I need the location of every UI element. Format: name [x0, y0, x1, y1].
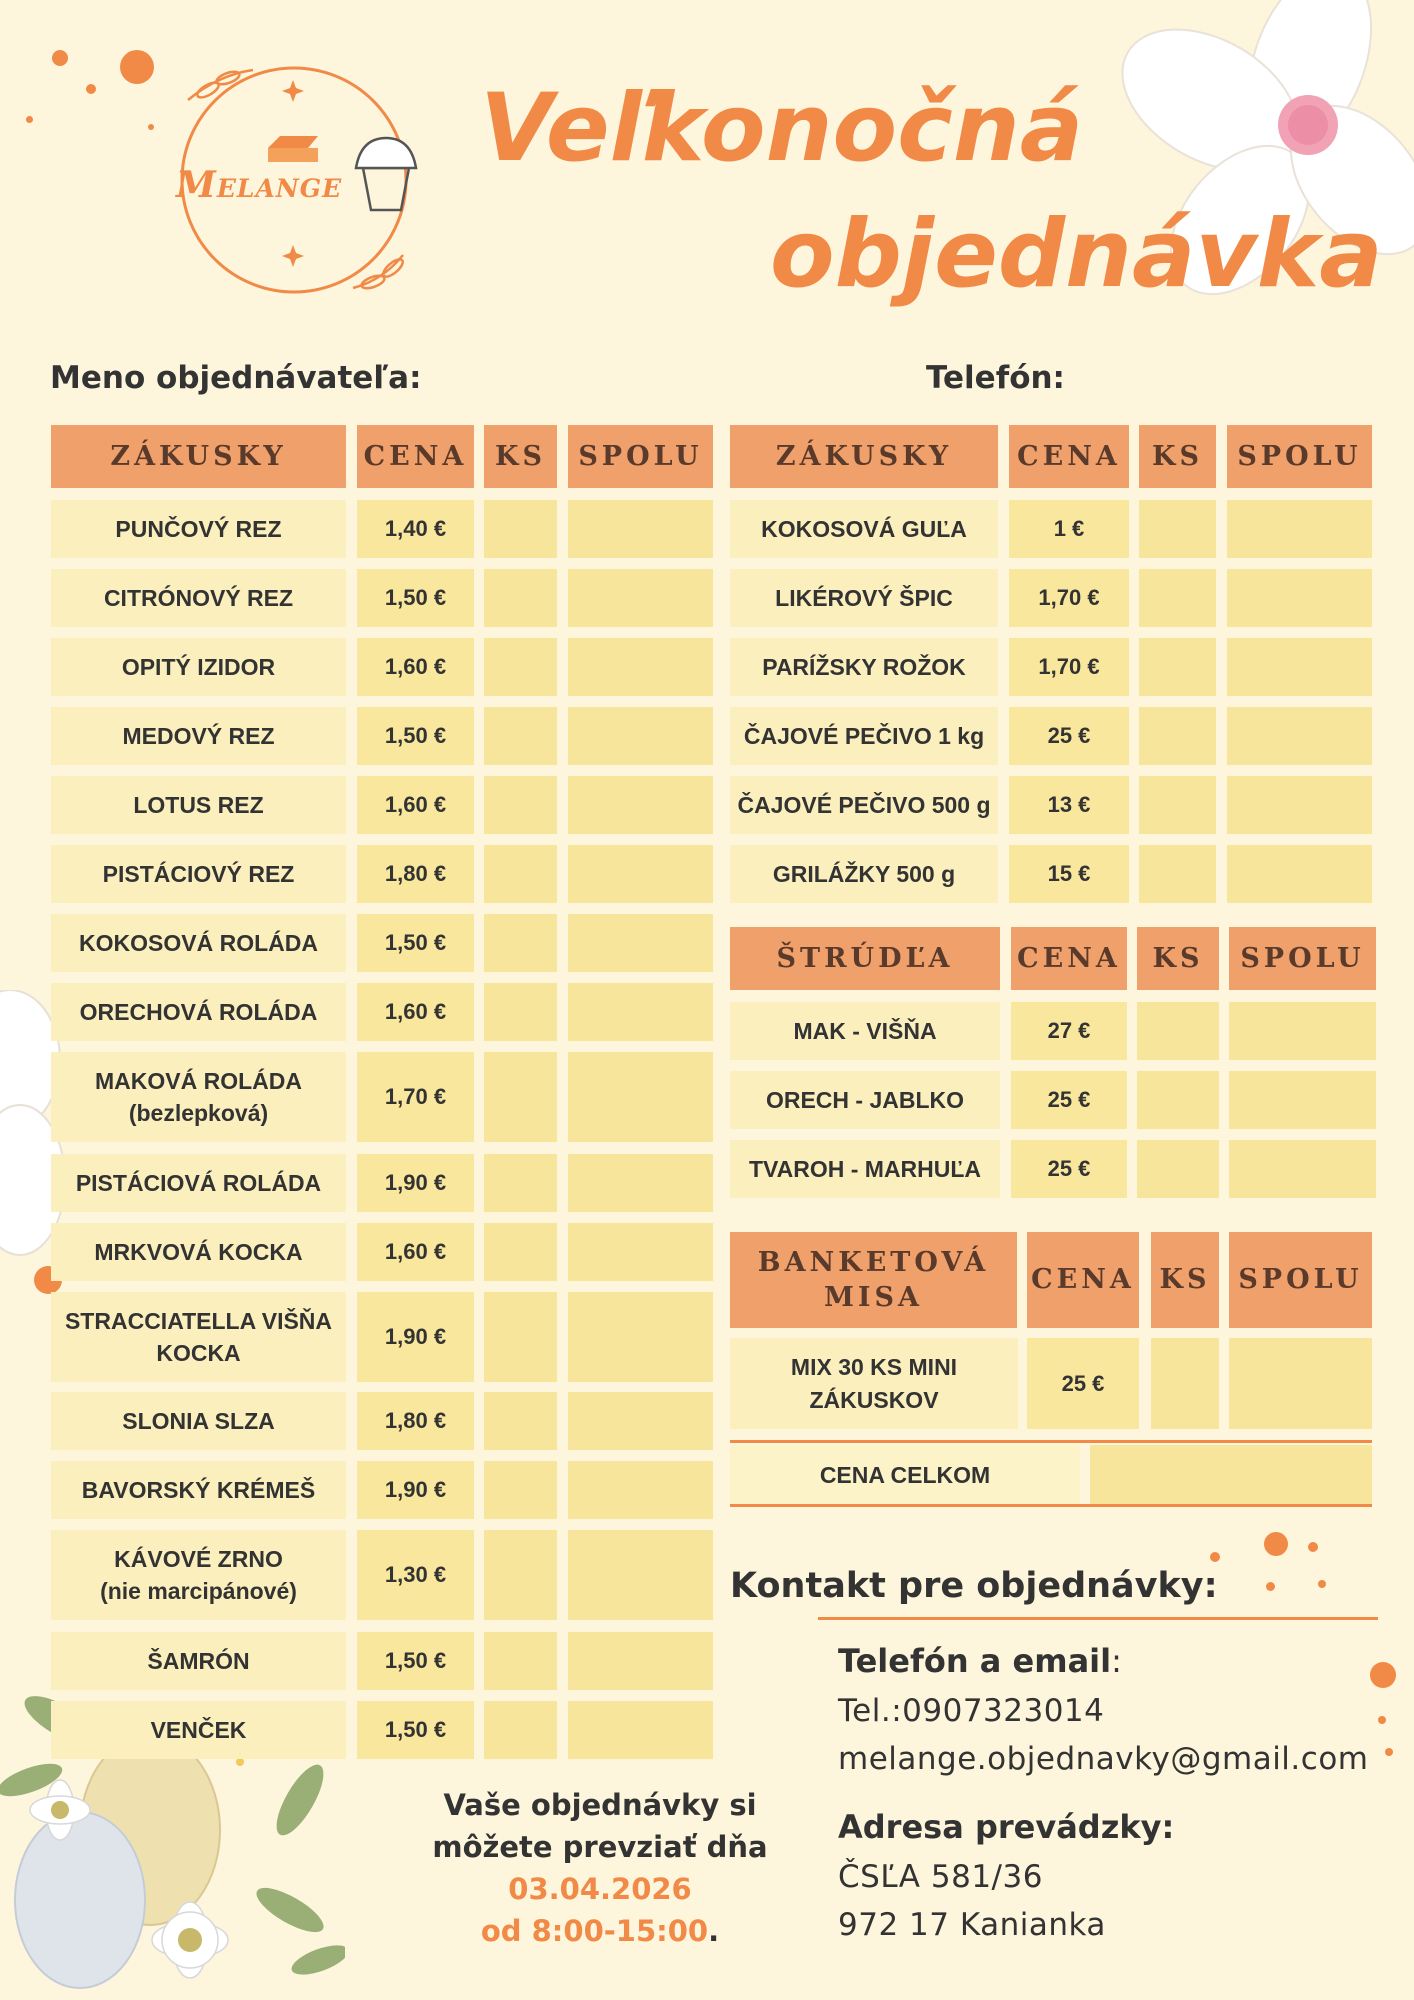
item-price: 1,60 €: [357, 776, 474, 834]
quantity-field[interactable]: [1139, 638, 1216, 696]
item-price: 1,60 €: [357, 983, 474, 1041]
decor-dot: [120, 50, 154, 84]
pickup-time-line: [410, 1910, 790, 1952]
header-spolu: SPOLU: [568, 425, 713, 488]
header-ks: KS: [1139, 425, 1216, 488]
item-name: ORECHOVÁ ROLÁDA: [51, 983, 346, 1041]
total-field[interactable]: [568, 983, 713, 1041]
item-price: 1,50 €: [357, 1701, 474, 1759]
logo: [158, 50, 430, 312]
item-price: 1,50 €: [357, 1632, 474, 1690]
item-name-cell: [51, 1052, 346, 1142]
item-price: 25 €: [1011, 1140, 1127, 1198]
header-cena: CENA: [357, 425, 474, 488]
quantity-field[interactable]: [484, 1223, 557, 1281]
item-name-sub: KOCKA: [156, 1340, 241, 1366]
address-label: Adresa prevádzky:: [838, 1808, 1175, 1846]
item-name: ŠAMRÓN: [51, 1632, 346, 1690]
header-cena: CENA: [1011, 927, 1127, 990]
item-price: 27 €: [1011, 1002, 1127, 1060]
item-name: ČAJOVÉ PEČIVO 500 g: [730, 776, 998, 834]
item-name: PUNČOVÝ REZ: [51, 500, 346, 558]
item-name: STRACCIATELLA VIŠŇA: [64, 1307, 333, 1334]
item-name-sub: ZÁKUSKOV: [809, 1386, 939, 1413]
item-name-cell: [51, 1292, 346, 1382]
item-price: 25 €: [1011, 1071, 1127, 1129]
phone-number[interactable]: Tel.:0907323014: [838, 1693, 1105, 1729]
item-name-sub: (nie marcipánové): [100, 1578, 297, 1604]
header-ks: KS: [1137, 927, 1219, 990]
banket-item: [730, 1338, 1018, 1429]
phone-label: Telefón:: [926, 360, 1065, 396]
item-name: LIKÉROVÝ ŠPIC: [730, 569, 998, 627]
total-field[interactable]: [1227, 776, 1372, 834]
quantity-field[interactable]: [484, 1632, 557, 1690]
item-name: KOKOSOVÁ GUĽA: [730, 500, 998, 558]
item-name: GRILÁŽKY 500 g: [730, 845, 998, 903]
item-name: VENČEK: [51, 1701, 346, 1759]
header-spolu: SPOLU: [1229, 927, 1376, 990]
quantity-field[interactable]: [1139, 500, 1216, 558]
item-price: 25 €: [1027, 1338, 1139, 1429]
total-field[interactable]: [1229, 1140, 1376, 1198]
quantity-field[interactable]: [484, 1292, 557, 1382]
header-strudla: ŠTRÚDĽA: [730, 927, 1000, 990]
quantity-field[interactable]: [484, 1154, 557, 1212]
quantity-field[interactable]: [1137, 1002, 1219, 1060]
item-price: 1,60 €: [357, 638, 474, 696]
total-field[interactable]: [568, 1530, 713, 1620]
item-name: MAKOVÁ ROLÁDA: [95, 1067, 302, 1094]
item-price: 1,90 €: [357, 1461, 474, 1519]
total-field[interactable]: [568, 707, 713, 765]
quantity-field[interactable]: [484, 569, 557, 627]
item-name-sub: (bezlepková): [128, 1100, 269, 1126]
item-name: ORECH - JABLKO: [730, 1071, 1000, 1129]
header-misa: MISA: [824, 1282, 923, 1313]
header-cena: CENA: [1027, 1232, 1139, 1328]
phone-email-colon: :: [1111, 1642, 1122, 1680]
item-name: PISTÁCIOVÁ ROLÁDA: [51, 1154, 346, 1212]
decor-dot: [1308, 1542, 1318, 1552]
total-field[interactable]: [568, 914, 713, 972]
pickup-line2: môžete prevziať dňa: [432, 1830, 768, 1865]
quantity-field[interactable]: [484, 1461, 557, 1519]
item-price: 1,80 €: [357, 1392, 474, 1450]
header-banketova-misa: [730, 1232, 1017, 1328]
item-name: PISTÁCIOVÝ REZ: [51, 845, 346, 903]
pickup-info: [410, 1784, 790, 1952]
quantity-field[interactable]: [484, 983, 557, 1041]
quantity-field[interactable]: [1137, 1140, 1219, 1198]
item-price: 1,50 €: [357, 569, 474, 627]
item-name: KOKOSOVÁ ROLÁDA: [51, 914, 346, 972]
item-name-cell: [51, 1530, 346, 1620]
decor-dot: [86, 84, 96, 94]
item-price: 1,60 €: [357, 1223, 474, 1281]
cena-celkom-field[interactable]: [1090, 1445, 1372, 1505]
total-field[interactable]: [1227, 707, 1372, 765]
quantity-field[interactable]: [484, 776, 557, 834]
item-price: 1,90 €: [357, 1292, 474, 1382]
decor-dot: [1378, 1716, 1386, 1724]
phone-email-label-text: Telefón a email: [838, 1642, 1112, 1680]
quantity-field[interactable]: [484, 845, 557, 903]
total-field[interactable]: [1227, 845, 1372, 903]
total-field[interactable]: [568, 638, 713, 696]
quantity-field[interactable]: [484, 500, 557, 558]
address-line2: 972 17 Kanianka: [838, 1907, 1106, 1943]
item-price: 1,50 €: [357, 707, 474, 765]
pickup-line1: Vaše objednávky si: [443, 1788, 757, 1822]
quantity-field[interactable]: [484, 638, 557, 696]
item-name: MRKVOVÁ KOCKA: [51, 1223, 346, 1281]
decor-dot: [148, 124, 154, 130]
total-field[interactable]: [1229, 1002, 1376, 1060]
decor-dot: [1385, 1748, 1393, 1756]
total-field[interactable]: [1227, 569, 1372, 627]
quantity-field[interactable]: [1139, 707, 1216, 765]
email-address[interactable]: melange.objednavky@gmail.com: [838, 1741, 1369, 1777]
header-cena: CENA: [1009, 425, 1129, 488]
total-field[interactable]: [568, 845, 713, 903]
item-price: 1,40 €: [357, 500, 474, 558]
item-name: PARÍŽSKY ROŽOK: [730, 638, 998, 696]
divider-line: [730, 1440, 1372, 1443]
total-field[interactable]: [568, 776, 713, 834]
item-name: BAVORSKÝ KRÉMEŠ: [51, 1461, 346, 1519]
quantity-field[interactable]: [484, 914, 557, 972]
contact-divider: [818, 1617, 1378, 1620]
item-price: 13 €: [1009, 776, 1129, 834]
customer-name-label: Meno objednávateľa:: [50, 360, 422, 396]
cena-celkom-label: CENA CELKOM: [730, 1445, 1080, 1505]
total-field[interactable]: [568, 1052, 713, 1142]
decor-dot: [52, 50, 68, 66]
total-field[interactable]: [1227, 638, 1372, 696]
item-price: 25 €: [1009, 707, 1129, 765]
contact-heading: Kontakt pre objednávky:: [730, 1566, 1218, 1606]
header-zakusky: ZÁKUSKY: [730, 425, 998, 488]
item-name: LOTUS REZ: [51, 776, 346, 834]
item-name: MIX 30 KS MINI: [790, 1354, 958, 1381]
decor-dot: [1210, 1552, 1220, 1562]
item-price: 1,70 €: [1009, 569, 1129, 627]
item-price: 1,90 €: [357, 1154, 474, 1212]
quantity-field[interactable]: [484, 707, 557, 765]
decor-dot: [1266, 1582, 1275, 1591]
quantity-field[interactable]: [1151, 1338, 1219, 1429]
total-field[interactable]: [568, 500, 713, 558]
pickup-time: od 8:00-15:00: [480, 1914, 709, 1949]
total-field[interactable]: [1229, 1071, 1376, 1129]
total-field[interactable]: [568, 1632, 713, 1690]
quantity-field[interactable]: [484, 1701, 557, 1759]
quantity-field[interactable]: [1139, 776, 1216, 834]
item-name: TVAROH - MARHUĽA: [730, 1140, 1000, 1198]
quantity-field[interactable]: [484, 1530, 557, 1620]
total-field[interactable]: [568, 1392, 713, 1450]
header-banketova: BANKETOVÁ: [757, 1246, 990, 1278]
total-field[interactable]: [568, 569, 713, 627]
header-zakusky: ZÁKUSKY: [51, 425, 346, 488]
phone-email-label: [838, 1642, 1122, 1680]
item-name: SLONIA SLZA: [51, 1392, 346, 1450]
brand-name: Melange: [176, 164, 343, 206]
item-name: ČAJOVÉ PEČIVO 1 kg: [730, 707, 998, 765]
header-spolu: SPOLU: [1229, 1232, 1372, 1328]
pickup-date: 03.04.2026: [508, 1872, 692, 1907]
pickup-period: .: [708, 1914, 720, 1949]
decor-dot: [26, 116, 33, 123]
decor-dot: [1264, 1532, 1288, 1556]
header-ks: KS: [1151, 1232, 1219, 1328]
quantity-field[interactable]: [1139, 845, 1216, 903]
header-spolu: SPOLU: [1227, 425, 1372, 488]
item-price: 1,70 €: [1009, 638, 1129, 696]
total-field[interactable]: [568, 1223, 713, 1281]
item-price: 1,30 €: [357, 1530, 474, 1620]
decor-dot: [1318, 1580, 1326, 1588]
item-price: 1,80 €: [357, 845, 474, 903]
item-name: MEDOVÝ REZ: [51, 707, 346, 765]
header-ks: KS: [484, 425, 557, 488]
decor-dot: [1370, 1662, 1396, 1688]
quantity-field[interactable]: [484, 1052, 557, 1142]
total-field[interactable]: [568, 1701, 713, 1759]
item-name: MAK - VIŠŇA: [730, 1002, 1000, 1060]
item-price: 1 €: [1009, 500, 1129, 558]
total-field[interactable]: [1229, 1338, 1372, 1429]
total-field[interactable]: [568, 1292, 713, 1382]
item-price: 1,70 €: [357, 1052, 474, 1142]
address-line1: ČSĽA 581/36: [838, 1859, 1043, 1895]
total-field[interactable]: [568, 1461, 713, 1519]
total-field[interactable]: [568, 1154, 713, 1212]
page-title-line1: Veľkonočná: [480, 74, 1084, 183]
item-price: 15 €: [1009, 845, 1129, 903]
item-price: 1,50 €: [357, 914, 474, 972]
divider-line: [730, 1504, 1372, 1507]
page-title-line2: objednávka: [770, 200, 1383, 309]
item-name: KÁVOVÉ ZRNO: [114, 1545, 283, 1572]
item-name: CITRÓNOVÝ REZ: [51, 569, 346, 627]
total-field[interactable]: [1227, 500, 1372, 558]
quantity-field[interactable]: [1139, 569, 1216, 627]
item-name: OPITÝ IZIDOR: [51, 638, 346, 696]
quantity-field[interactable]: [484, 1392, 557, 1450]
quantity-field[interactable]: [1137, 1071, 1219, 1129]
